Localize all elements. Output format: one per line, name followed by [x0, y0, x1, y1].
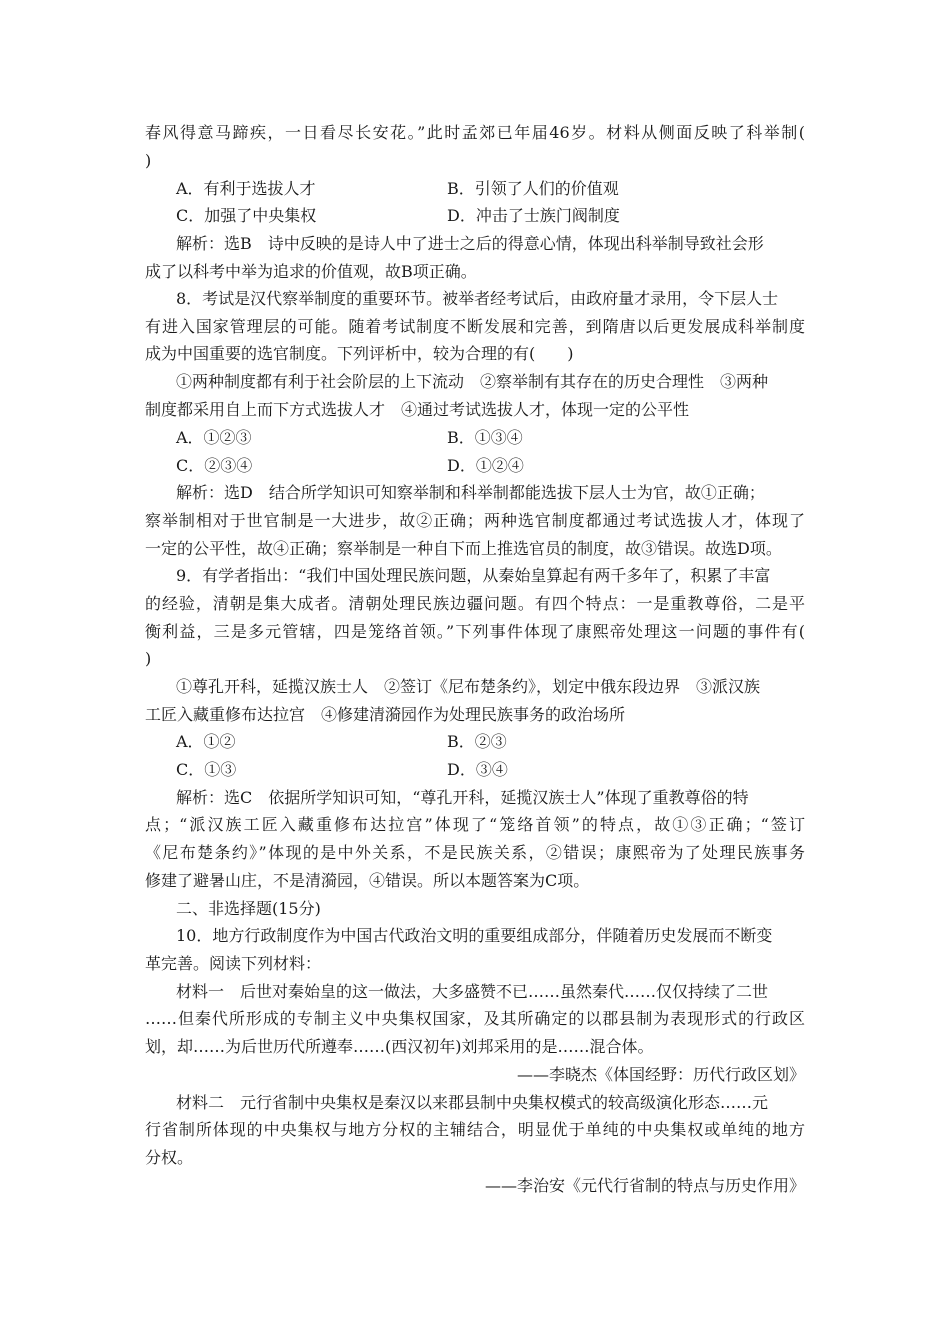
q8-analysis-line: 察举制相对于世官制是一大进步，故②正确；两种选官制度都通过考试选拔人才，体现了 [145, 511, 805, 530]
q7-option-b: B．引领了人们的价值观 [447, 179, 619, 198]
q7-option-d: D．冲击了士族门阀制度 [447, 206, 620, 225]
q9-stem-line: 9．有学者指出：“我们中国处理民族问题，从秦始皇算起有两千多年了，积累了丰富 [176, 566, 771, 585]
q8-option-c: C．②③④ [176, 456, 253, 475]
q9-stem-line: 的经验，清朝是集大成者。清朝处理民族边疆问题。有四个特点：一是重教尊俗，二是平 [145, 594, 805, 613]
q10-material2-line: 分权。 [145, 1148, 194, 1167]
q7-option-a: A．有利于选拔人才 [176, 179, 316, 198]
q9-analysis-line: 修建了避暑山庄，不是清漪园，④错误。所以本题答案为C项。 [145, 871, 590, 890]
q9-analysis-line: 点；“派汉族工匠入藏重修布达拉宫”体现了“笼络首领”的特点，故①③正确；“签订 [145, 815, 805, 834]
q10-material1-line: 材料一 后世对秦始皇的这一做法，大多盛赞不已……虽然秦代……仅仅持续了二世 [176, 982, 769, 1001]
q8-option-b: B．①③④ [447, 428, 523, 447]
q8-stem-line: 8．考试是汉代察举制度的重要环节。被举者经考试后，由政府量才录用，令下层人士 [176, 289, 779, 308]
section-title: 二、非选择题(15分) [176, 899, 321, 918]
q9-stem-line: 衡利益，三是多元管辖，四是笼络首领。”下列事件体现了康熙帝处理这一问题的事件有( [145, 622, 805, 641]
q10-material1-source: ——李晓杰《体国经野：历代行政区划》 [516, 1065, 805, 1084]
q8-option-a: A．①②③ [176, 428, 252, 447]
q9-option-a: A．①② [176, 732, 236, 751]
q10-material1-line: 划，却……为后世历代所遵奉……(西汉初年)刘邦采用的是……混合体。 [145, 1037, 654, 1056]
q9-item-line: 工匠入藏重修布达拉宫 ④修建清漪园作为处理民族事务的政治场所 [145, 705, 626, 724]
q9-analysis-line: 解析：选C 依据所学知识可知，“尊孔开科，延揽汉族士人”体现了重教尊俗的特 [176, 788, 749, 807]
q8-analysis-line: 解析：选D 结合所学知识可知察举制和科举制都能选拔下层人士为官，故①正确； [176, 483, 765, 502]
q8-analysis-line: 一定的公平性，故④正确；察举制是一种自下而上推选官员的制度，故③错误。故选D项。 [145, 539, 782, 558]
q9-stem-line: ) [145, 649, 152, 668]
q10-stem-line: 10．地方行政制度作为中国古代政治文明的重要组成部分，伴随着历史发展而不断变 [176, 926, 773, 945]
q9-analysis-line: 《尼布楚条约》”体现的是中外关系，不是民族关系，②错误；康熙帝为了处理民族事务 [145, 843, 805, 862]
q7-analysis-line: 成了以科考中举为追求的价值观，故B项正确。 [145, 262, 477, 281]
q7-stem-line: 春风得意马蹄疾，一日看尽长安花。”此时孟郊已年届46岁。材料从侧面反映了科举制( [145, 123, 805, 142]
q10-material2-line: 材料二 元行省制中央集权是秦汉以来郡县制中央集权模式的较高级演化形态……元 [176, 1093, 769, 1112]
q9-option-b: B．②③ [447, 732, 507, 751]
q9-item-line: ①尊孔开科，延揽汉族士人 ②签订《尼布楚条约》，划定中俄东段边界 ③派汉族 [176, 677, 761, 696]
q10-stem-line: 革完善。阅读下列材料： [145, 954, 322, 973]
q10-material1-line: ……但秦代所形成的专制主义中央集权国家，及其所确定的以郡县制为表现形式的行政区 [145, 1009, 805, 1028]
q10-material2-source: ——李治安《元代行省制的特点与历史作用》 [484, 1176, 805, 1195]
q8-option-d: D．①②④ [447, 456, 524, 475]
q7-analysis-line: 解析：选B 诗中反映的是诗人中了进士之后的得意心情，体现出科举制导致社会形 [176, 234, 764, 253]
q10-material2-line: 行省制所体现的中央集权与地方分权的主辅结合，明显优于单纯的中央集权或单纯的地方 [145, 1120, 805, 1139]
q7-option-c: C．加强了中央集权 [176, 206, 317, 225]
q8-item-line: 制度都采用自上而下方式选拔人才 ④通过考试选拔人才，体现一定的公平性 [145, 400, 690, 419]
q7-stem-line: ) [145, 151, 152, 170]
q9-option-d: D．③④ [447, 760, 508, 779]
q8-stem-line: 成为中国重要的选官制度。下列评析中，较为合理的有( ) [145, 344, 574, 363]
q9-option-c: C．①③ [176, 760, 237, 779]
q8-stem-line: 有进入国家管理层的可能。随着考试制度不断发展和完善，到隋唐以后更发展成科举制度 [145, 317, 805, 336]
q8-item-line: ①两种制度都有利于社会阶层的上下流动 ②察举制有其存在的历史合理性 ③两种 [176, 372, 769, 391]
